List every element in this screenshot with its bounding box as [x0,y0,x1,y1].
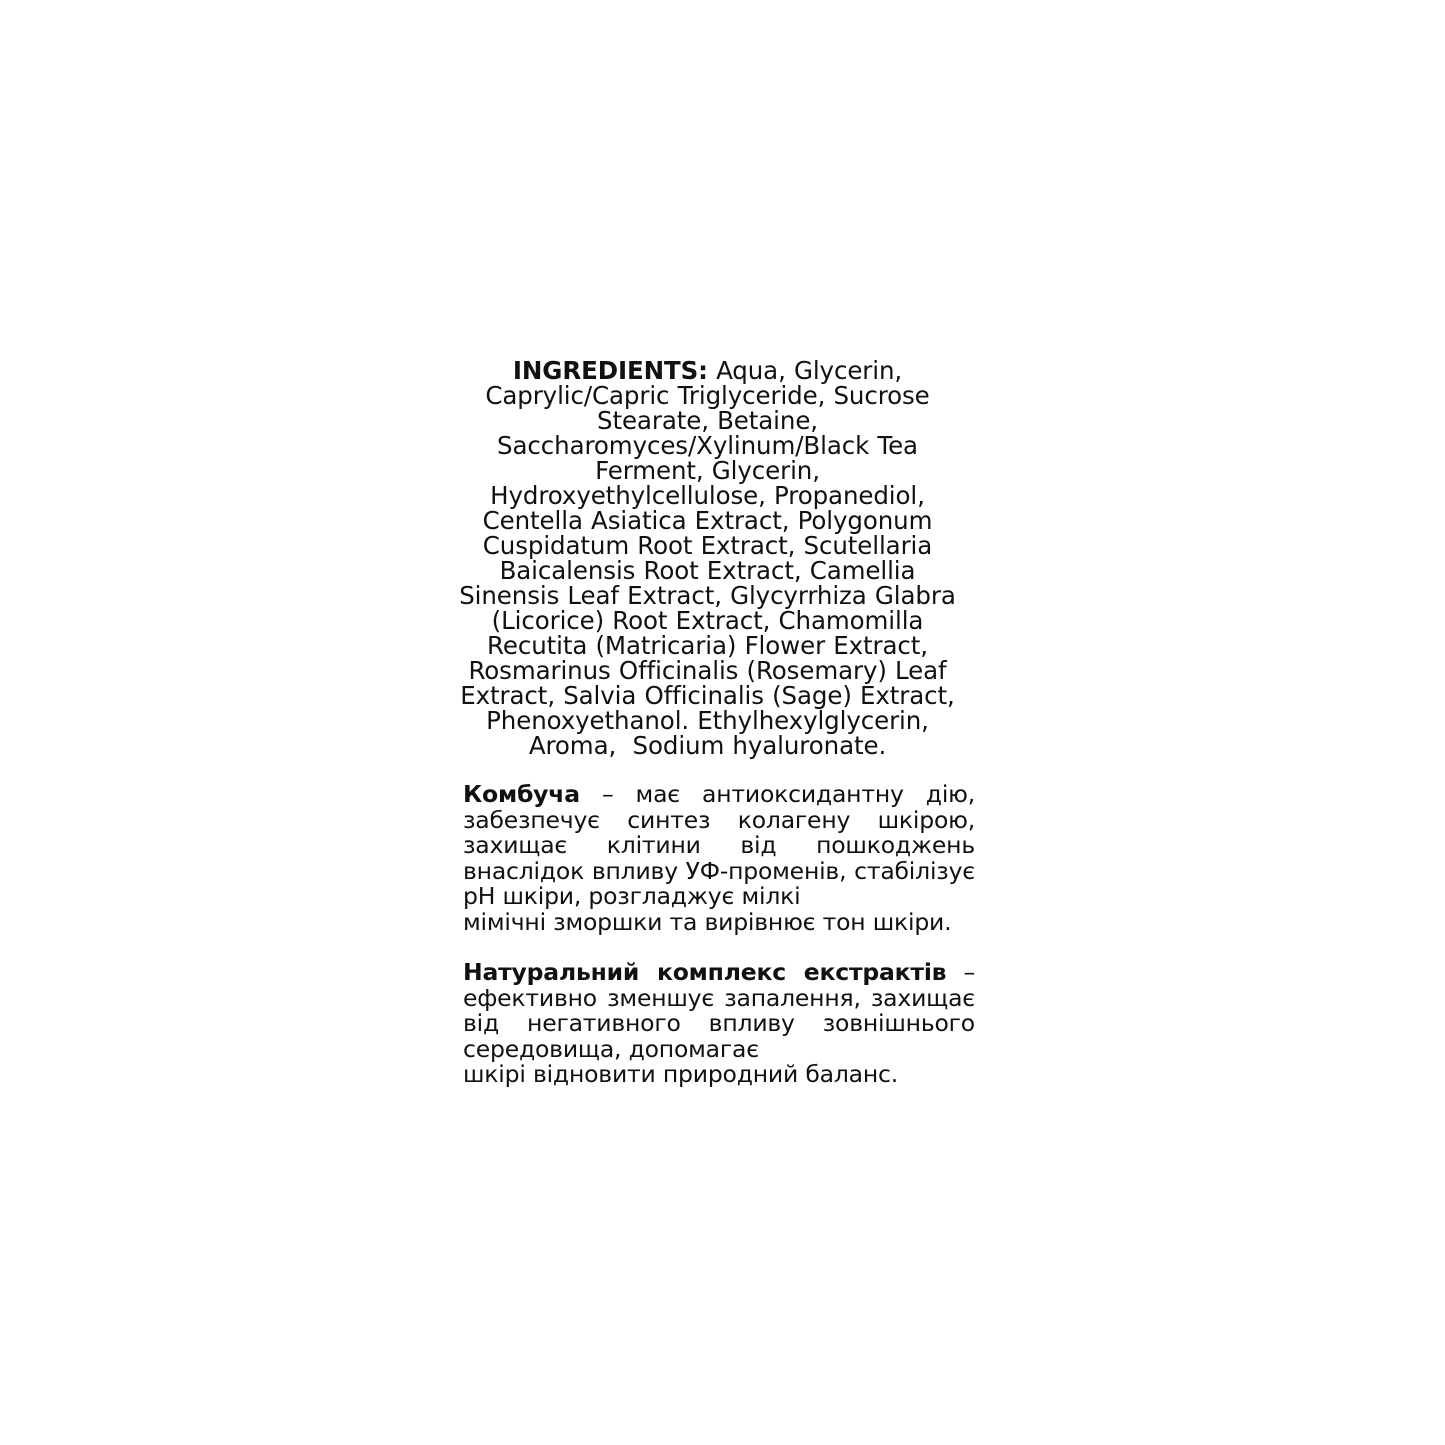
kombucha-body: – має антиоксидантну дію, забезпечує синтез колагену шкірою, захищає клітини від пошкоджень внаслідок впливу УФ-променів, стабілізує pH шкіри, розгладжує мілкі [463,780,975,910]
ingredients-list: Aqua, Glycerin, Caprylic/Capric Triglyceride, Sucrose Stearate, Betaine, Saccharomyces/Xylinum/Black Tea Ferment, Glycerin, Hydroxyethylcellulose, Propanediol, Centella Asiatica Extract, Polygonum Cuspidatum Root Extract, Scutellaria Baicalensis Root Extract, Camellia Sinensis Leaf Extract, Glycyrrhiza Glabra (Licorice) Root Extract, Chamomilla Recutita (Matricaria) Flower Extract, Rosmarinus Officinalis (Rosemary) Leaf Extract, Salvia Officinalis (Sage) Extract, Phenoxyethanol. Ethylhexylglycerin, Aroma, Sodium hyaluronate. [459,356,964,760]
kombucha-lead: Комбуча [463,780,580,808]
kombucha-paragraph [463,782,975,935]
ingredients-label: INGREDIENTS: [512,356,708,385]
extracts-paragraph [463,960,975,1088]
extracts-last-line: шкірі відновити природний баланс. [463,1060,899,1088]
kombucha-last-line: мімічні зморшки та вирівнює тон шкіри. [463,907,952,936]
ingredients-section [455,356,964,760]
ingredients-paragraph [455,356,964,760]
extracts-body: – ефективно зменшує запалення, захищає від негативного впливу зовнішнього середовища, допомагає [463,958,975,1063]
extracts-section [463,960,975,1088]
extracts-lead: Натуральний комплекс екстрактів [463,958,947,986]
kombucha-section [463,782,975,935]
